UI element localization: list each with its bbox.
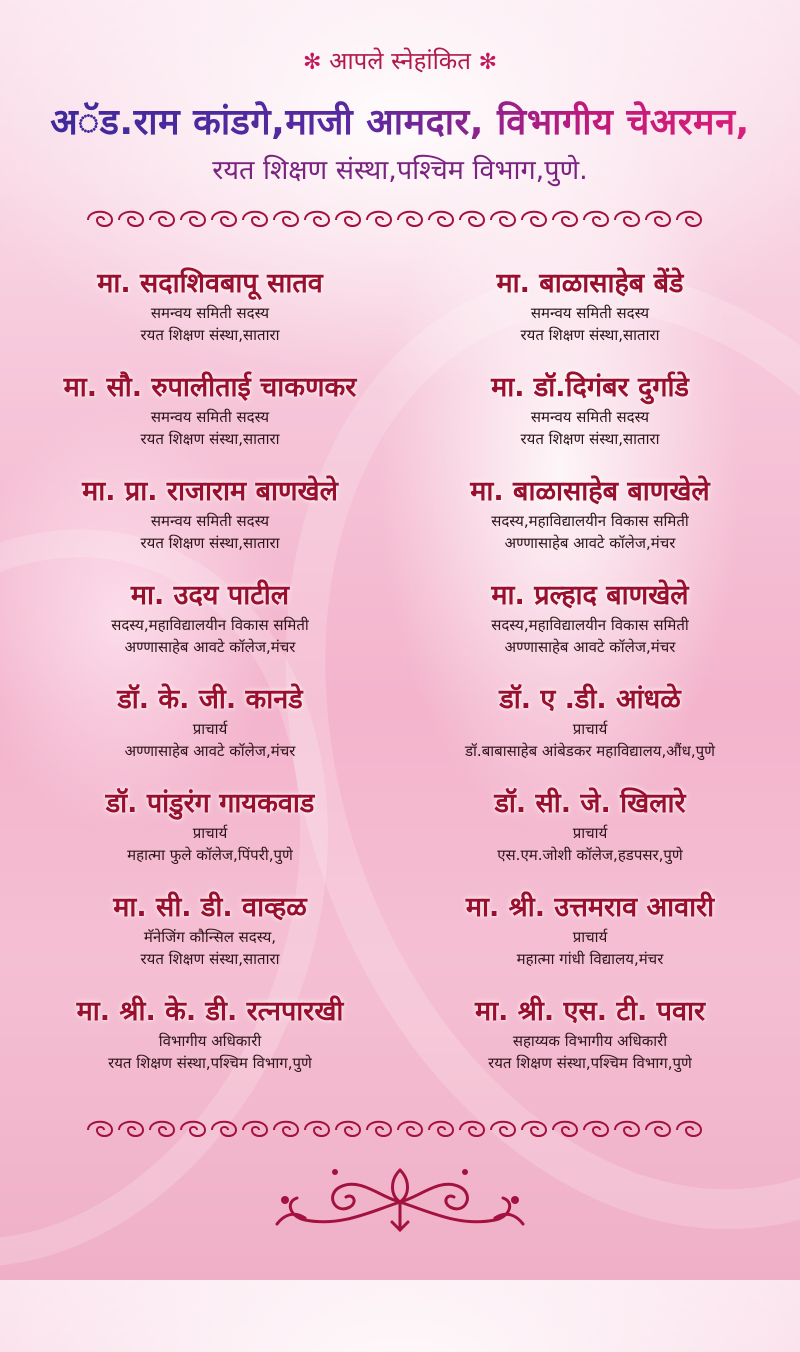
- person-name: मा. सदाशिवबापू सातव: [97, 268, 323, 299]
- person-name: मा. बाळासाहेब बेंडे: [496, 268, 684, 299]
- scroll-curl: [398, 1122, 422, 1136]
- scroll-divider-bottom: [80, 1118, 720, 1142]
- scroll-curl: [274, 1122, 298, 1136]
- person-name: डॉ. ए .डी. आंधळे: [499, 684, 681, 715]
- person-institution: रयत शिक्षण संस्था,सातारा: [140, 534, 280, 552]
- scroll-curl: [243, 212, 267, 226]
- person-designation: प्राचार्य: [572, 720, 608, 738]
- scroll-curl: [584, 1122, 608, 1136]
- person-entry: [20, 786, 400, 890]
- person-designation: सदस्य,महाविद्यालयीन विकास समिती: [111, 616, 309, 634]
- person-entry: [20, 682, 400, 786]
- person-entry: [400, 890, 780, 994]
- person-institution: रयत शिक्षण संस्था,सातारा: [520, 326, 660, 344]
- scroll-curl: [119, 212, 143, 226]
- person-designation: समन्वय समिती सदस्य: [150, 512, 270, 530]
- star-icon: ✻: [478, 50, 497, 75]
- person-name: डॉ. सी. जे. खिलारे: [494, 788, 686, 819]
- person-institution: महात्मा फुले कॉलेज,पिंपरी,पुणे: [127, 846, 293, 864]
- person-institution: रयत शिक्षण संस्था,पश्चिम विभाग,पुणे: [488, 1054, 692, 1072]
- scroll-curl: [88, 212, 112, 226]
- person-designation: सहाय्यक विभागीय अधिकारी: [512, 1032, 668, 1050]
- scroll-curl: [212, 1122, 236, 1136]
- person-name: डॉ. के. जी. कानडे: [117, 684, 303, 715]
- person-entry: [400, 266, 780, 370]
- scroll-curl: [553, 1122, 577, 1136]
- scroll-curl: [243, 1122, 267, 1136]
- scroll-curl: [584, 212, 608, 226]
- person-designation: प्राचार्य: [572, 928, 608, 946]
- scroll-curl: [522, 212, 546, 226]
- scroll-curl: [150, 1122, 174, 1136]
- person-institution: अण्णासाहेब आवटे कॉलेज,मंचर: [504, 534, 676, 552]
- person-name: डॉ. पांडुरंग गायकवाड: [105, 788, 315, 819]
- greeting-text: आपले स्नेहांकित: [329, 47, 471, 75]
- scroll-curl: [677, 212, 701, 226]
- person-designation: प्राचार्य: [192, 824, 228, 842]
- scroll-curl: [88, 1122, 112, 1136]
- person-entry: [400, 474, 780, 578]
- person-institution: रयत शिक्षण संस्था,पश्चिम विभाग,पुणे: [108, 1054, 312, 1072]
- person-name: मा. सी. डी. वाव्हळ: [113, 892, 307, 923]
- person-designation: समन्वय समिती सदस्य: [530, 304, 650, 322]
- person-entry: [400, 994, 780, 1098]
- scroll-curl: [460, 212, 484, 226]
- person-name: मा. प्रा. राजाराम बाणखेले: [82, 476, 338, 507]
- scroll-curl: [615, 1122, 639, 1136]
- scroll-curl: [212, 212, 236, 226]
- star-icon: ✻: [303, 50, 322, 75]
- person-institution: रयत शिक्षण संस्था,सातारा: [520, 430, 660, 448]
- person-entry: [400, 578, 780, 682]
- left-column: [20, 266, 400, 1098]
- person-institution: अण्णासाहेब आवटे कॉलेज,मंचर: [504, 638, 676, 656]
- person-designation: मॅनेजिंग कौन्सिल सदस्य,: [143, 928, 277, 946]
- scroll-curl: [274, 212, 298, 226]
- person-designation: समन्वय समिती सदस्य: [150, 408, 270, 426]
- person-institution: अण्णासाहेब आवटे कॉलेज,मंचर: [124, 638, 296, 656]
- person-institution: डॉ.बाबासाहेब आंबेडकर महाविद्यालय,औंध,पुणे: [465, 742, 715, 760]
- scroll-curl: [522, 1122, 546, 1136]
- person-entry: [20, 578, 400, 682]
- scroll-curl: [181, 212, 205, 226]
- person-name: मा. श्री. उत्तमराव आवारी: [465, 892, 715, 923]
- scroll-curl: [181, 1122, 205, 1136]
- scroll-curl: [646, 212, 670, 226]
- person-designation: सदस्य,महाविद्यालयीन विकास समिती: [491, 512, 689, 530]
- person-designation: प्राचार्य: [192, 720, 228, 738]
- person-entry: [20, 474, 400, 578]
- scroll-curl: [491, 1122, 515, 1136]
- scroll-curl: [553, 212, 577, 226]
- scroll-divider-top: [80, 208, 720, 232]
- person-name: मा. श्री. एस. टी. पवार: [474, 996, 706, 1027]
- person-institution: रयत शिक्षण संस्था,सातारा: [140, 950, 280, 968]
- scroll-curl: [677, 1122, 701, 1136]
- person-designation: समन्वय समिती सदस्य: [530, 408, 650, 426]
- person-entry: [20, 890, 400, 994]
- scroll-curl: [460, 1122, 484, 1136]
- person-name: मा. प्रल्हाद बाणखेले: [491, 580, 689, 611]
- person-institution: एस.एम.जोशी कॉलेज,हडपसर,पुणे: [497, 846, 683, 864]
- person-name: मा. उदय पाटील: [130, 580, 290, 611]
- person-entry: [20, 370, 400, 474]
- greeting: [0, 44, 800, 77]
- scroll-curl: [646, 1122, 670, 1136]
- scroll-curl: [150, 212, 174, 226]
- scroll-curl: [491, 212, 515, 226]
- scroll-curl: [615, 212, 639, 226]
- person-designation: विभागीय अधिकारी: [158, 1032, 262, 1050]
- scroll-curl: [367, 212, 391, 226]
- page-subtitle: रयत शिक्षण संस्था,पश्चिम विभाग,पुणे.: [212, 155, 588, 186]
- person-entry: [20, 994, 400, 1098]
- person-institution: रयत शिक्षण संस्था,सातारा: [140, 326, 280, 344]
- page-title: अॅड.राम कांडगे,माजी आमदार, विभागीय चेअरमन,: [0, 96, 800, 145]
- person-designation: प्राचार्य: [572, 824, 608, 842]
- person-institution: रयत शिक्षण संस्था,सातारा: [140, 430, 280, 448]
- person-name: मा. बाळासाहेब बाणखेले: [470, 476, 710, 507]
- scroll-curl: [305, 1122, 329, 1136]
- scroll-curl: [429, 1122, 453, 1136]
- person-name: मा. सौ. रुपालीताई चाकणकर: [63, 372, 357, 403]
- scroll-curl: [367, 1122, 391, 1136]
- scroll-curl: [305, 212, 329, 226]
- person-institution: महात्मा गांधी विद्यालय,मंचर: [516, 950, 664, 968]
- scroll-curl: [429, 212, 453, 226]
- right-column: [400, 266, 780, 1098]
- person-institution: अण्णासाहेब आवटे कॉलेज,मंचर: [124, 742, 296, 760]
- scroll-curl: [119, 1122, 143, 1136]
- person-designation: समन्वय समिती सदस्य: [150, 304, 270, 322]
- scroll-curl: [336, 1122, 360, 1136]
- person-name: मा. डॉ.दिगंबर दुर्गाडे: [491, 372, 689, 403]
- person-entry: [400, 370, 780, 474]
- person-name: मा. श्री. के. डी. रत्नपारखी: [76, 996, 344, 1027]
- person-entry: [400, 682, 780, 786]
- person-designation: सदस्य,महाविद्यालयीन विकास समिती: [491, 616, 689, 634]
- person-entry: [400, 786, 780, 890]
- scroll-curl: [398, 212, 422, 226]
- scroll-curl: [336, 212, 360, 226]
- floral-ornament-icon: [265, 1160, 535, 1240]
- person-entry: [20, 266, 400, 370]
